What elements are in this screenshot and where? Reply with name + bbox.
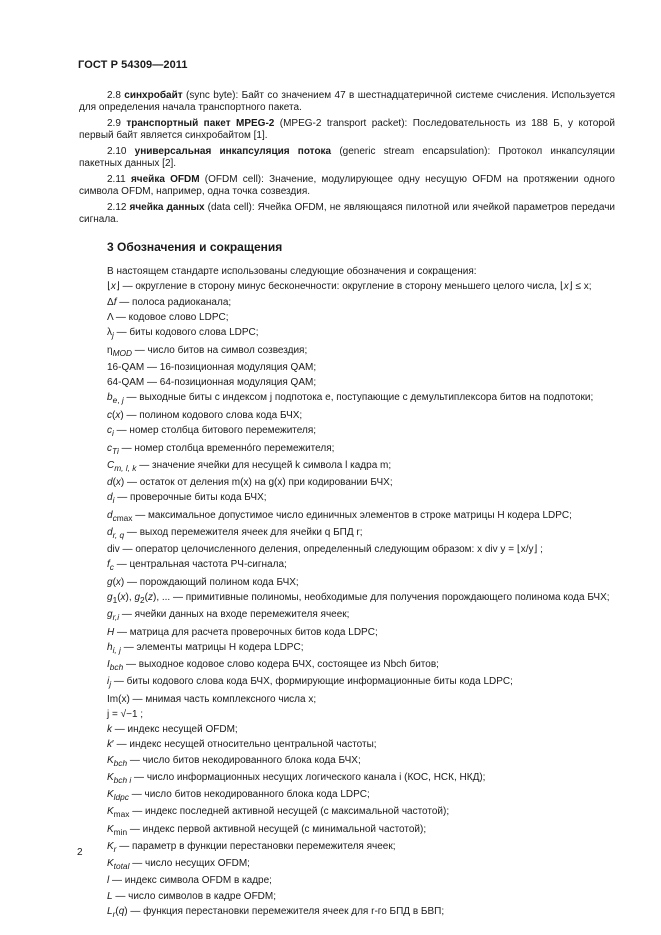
symbol-k-total: $K_{total}$ — число несущих OFDM; (107, 858, 250, 872)
symbol-floor: ⌊x⌋ — округление в сторону минус бесконечности: округление в сторону меньшего целого числа, ⌊x⌋ ≤ x; (107, 281, 592, 293)
symbol-k-bch: $K_{bch}$ — число битов некодированного блока кода БЧХ; (107, 754, 361, 768)
symbol-h-ij: $h_{i, j}$ — элементы матрицы H кодера LDPC; (107, 641, 304, 655)
symbols-list (79, 266, 615, 923)
section-title: 3 Обозначения и сокращения (107, 240, 283, 254)
symbol-L: L — число символов в кадре OFDM; (107, 890, 277, 902)
symbol-k-max: $K_{max}$ — индекс последней активной несущей (с максимальной частотой); (107, 806, 450, 820)
symbol-f-c: $f_c$ — центральная частота РЧ-сигнала; (107, 559, 287, 573)
symbol-d-x: d(x) — остаток от деления m(x) на g(x) при кодировании БЧХ; (107, 477, 393, 489)
symbol-im: Im(x) — мнимая часть комплексного числа x; (107, 693, 317, 705)
symbol-H: H — матрица для расчета проверочных битов кода LDPC; (107, 626, 378, 638)
symbol-g1-g2: $g_1(x)$, $g_2(z)$, ... — примитивные полиномы, необходимые для получения порождающего полинома кода БЧХ; (107, 591, 610, 605)
symbol-d-cmax: $d_{cmax}$ — максимальное допустимое число единичных элементов в строке матрицы H кодера LDPC; (107, 509, 572, 523)
symbol-16qam: 16-QAM — 16-позиционная модуляция QAM; (107, 361, 317, 373)
symbol-k-r: $K_r$ — параметр в функции перестановки перемежителя ячеек; (107, 840, 396, 854)
symbols-intro: В настоящем стандарте использованы следующие обозначения и сокращения: (107, 266, 477, 277)
standard-header: ГОСТ Р 54309—2011 (78, 59, 188, 71)
symbol-k-min: $K_{min}$ — индекс первой активной несущей (с минимальной частотой); (107, 823, 427, 837)
definition-2-9: 2.9 транспортный пакет MPEG-2 (MPEG-2 transport packet): Последовательность из 188 Б, у которой первый байт является синхробайтом [1]. (79, 118, 616, 142)
symbol-lambda-j: $\lambda_j$ — биты кодового слова LDPC; (107, 327, 259, 341)
definition-2-8: 2.8 синхробайт (sync byte): Байт со значением 47 в шестнадцатеричной системе счисления. Используется для определения начала транспортного пакета. (79, 90, 616, 114)
symbol-i-j: $i_j$ — биты кодового слова кода БЧХ, формирующие информационные биты кода LDPC; (107, 676, 513, 690)
symbol-k: k — индекс несущей OFDM; (107, 724, 238, 736)
symbol-c-x: c(x) — полином кодового слова кода БЧХ; (107, 410, 303, 422)
symbol-k-bch-i: $K_{bch i}$ — число информационных несущих логического канала i (КОС, НСК, НКД); (107, 771, 486, 785)
symbol-c-ti: $c_{Ti}$ — номер столбца временно́го перемежителя; (107, 442, 335, 456)
definition-2-12: 2.12 ячейка данных (data cell): Ячейка OFDM, не являющаяся пилотной или ячейкой параметров передачи сигнала. (79, 202, 615, 226)
definition-2-10: 2.10 универсальная инкапсуляция потока (generic stream encapsulation): Протокол инкапсуляции пакетных данных [2]. (79, 146, 616, 170)
symbol-j: j = √−1 ; (107, 708, 144, 720)
symbol-l: l — индекс символа OFDM в кадре; (107, 875, 272, 887)
symbol-df: Δf — полоса радиоканала; (107, 296, 232, 308)
symbol-l-rq: $L_r(q)$ — функция перестановки перемежителя ячеек для r-го БПД в БВП; (107, 905, 445, 919)
symbol-div: div — оператор целочисленного деления, определенный следующим образом: x div y = ⌊x/y⌋ ; (107, 544, 543, 556)
symbol-i-bch: $I_{bch}$ — выходное кодовое слово кодера БЧХ, состоящее из Nbch битов; (107, 659, 439, 673)
symbol-c-i: $c_i$ — номер столбца битового перемежителя; (107, 425, 317, 439)
symbol-d-i: $d_i$ — проверочные биты кода БЧХ; (107, 492, 267, 506)
definition-2-11: 2.11 ячейка OFDM (OFDM cell): Значение, модулирующее одну несущую OFDM на протяжении одного символа OFDM, например, одна точка созвездия. (79, 174, 615, 198)
symbol-g-ri: $g_{r,i}$ — ячейки данных на входе перемежителя ячеек; (107, 609, 350, 623)
symbol-k-ldpc: $K_{ldpc}$ — число битов некодированного блока кода LDPC; (107, 789, 370, 803)
symbol-b-ej: $b_{e, j}$ — выходные биты с индексом j подпотока e, поступающие с демультиплексора битов на подпотоки; (107, 392, 594, 406)
page-number: 2 (77, 847, 83, 858)
symbol-g-x: g(x) — порождающий полином кода БЧХ; (107, 576, 299, 588)
symbol-64qam: 64-QAM — 64-позиционная модуляция QAM; (107, 377, 317, 389)
symbol-c-mlk: $C_{m, l, k}$ — значение ячейки для несущей k символа l кадра m; (107, 459, 392, 473)
definitions-block (79, 90, 615, 230)
symbol-eta-mod: $\eta_{MOD}$ — число битов на символ созвездия; (107, 344, 308, 358)
symbol-lambda: Λ — кодовое слово LDPC; (107, 312, 229, 324)
symbol-d-rq: $d_{r, q}$ — выход перемежителя ячеек для ячейки q БПД r; (107, 526, 363, 540)
symbol-k-prime: k′ — индекс несущей относительно центральной частоты; (107, 739, 377, 751)
